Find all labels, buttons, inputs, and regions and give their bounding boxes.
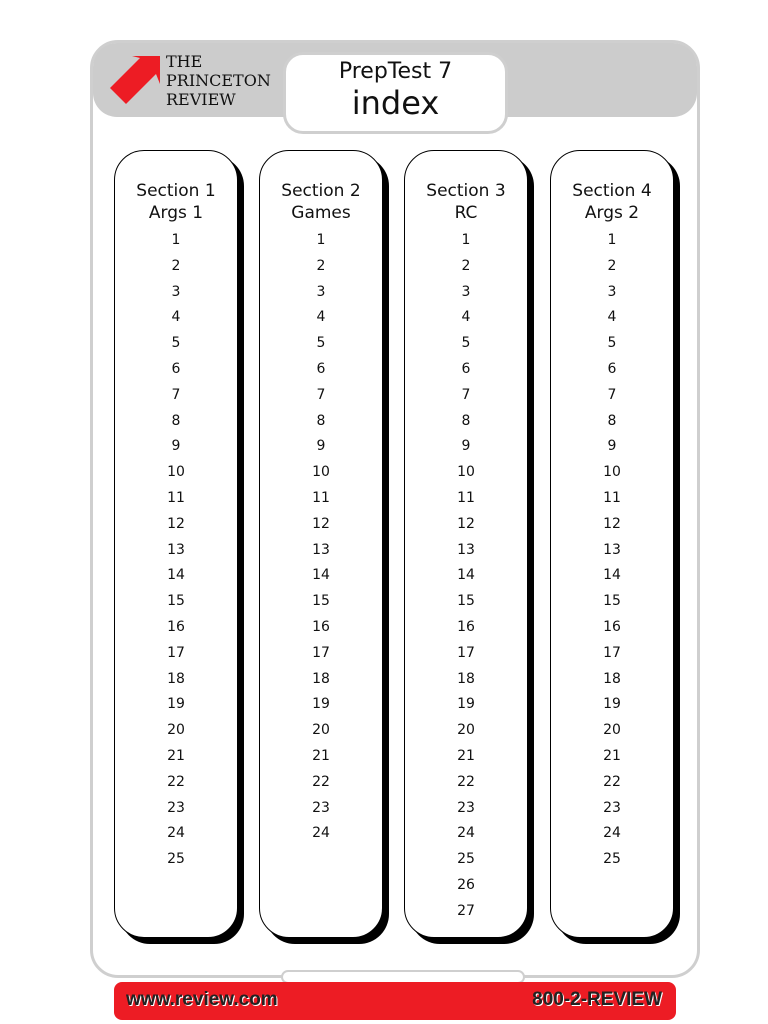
question-number[interactable]: 15 xyxy=(312,593,330,610)
section-card xyxy=(259,150,383,938)
question-number[interactable]: 16 xyxy=(167,618,185,635)
question-number[interactable]: 6 xyxy=(171,360,181,377)
question-number[interactable]: 16 xyxy=(312,618,330,635)
question-number[interactable]: 9 xyxy=(171,438,181,455)
question-number[interactable]: 9 xyxy=(316,438,326,455)
question-number[interactable]: 6 xyxy=(316,360,326,377)
question-number[interactable]: 3 xyxy=(316,283,326,300)
question-number[interactable]: 14 xyxy=(457,567,475,584)
section-column xyxy=(114,150,238,938)
question-number[interactable]: 1 xyxy=(316,232,326,248)
question-number[interactable]: 6 xyxy=(607,360,617,377)
question-number[interactable]: 19 xyxy=(457,696,475,713)
preptest-title: PrepTest 7 xyxy=(338,59,453,84)
question-number[interactable]: 17 xyxy=(312,644,330,661)
question-number[interactable]: 22 xyxy=(603,773,621,790)
question-number[interactable]: 8 xyxy=(461,412,471,429)
question-number[interactable]: 4 xyxy=(607,309,617,326)
question-number[interactable]: 4 xyxy=(171,309,181,326)
question-number[interactable]: 20 xyxy=(312,722,330,739)
footer-bar xyxy=(114,982,676,1020)
question-number[interactable]: 20 xyxy=(603,722,621,739)
question-number[interactable]: 23 xyxy=(167,799,185,816)
question-number[interactable]: 2 xyxy=(461,257,471,274)
phone-number: 800-2-REVIEW xyxy=(532,989,662,1010)
question-number[interactable]: 2 xyxy=(171,257,181,274)
question-number[interactable]: 4 xyxy=(316,309,326,326)
question-number[interactable]: 12 xyxy=(312,515,330,532)
question-number[interactable]: 24 xyxy=(457,825,475,842)
question-number[interactable]: 27 xyxy=(457,902,475,919)
question-number[interactable]: 17 xyxy=(167,644,185,661)
question-number[interactable]: 1 xyxy=(171,232,181,248)
question-number[interactable]: 3 xyxy=(607,283,617,300)
question-number[interactable]: 15 xyxy=(603,593,621,610)
section-heading: Section 1 Args 1 xyxy=(136,181,216,223)
question-number[interactable]: 22 xyxy=(457,773,475,790)
question-number[interactable]: 19 xyxy=(312,696,330,713)
question-number[interactable]: 12 xyxy=(167,515,185,532)
question-number[interactable]: 2 xyxy=(607,257,617,274)
index-title: index xyxy=(351,84,440,122)
question-number[interactable]: 11 xyxy=(603,489,621,506)
question-number[interactable]: 21 xyxy=(167,747,185,764)
question-number[interactable]: 26 xyxy=(457,876,475,893)
question-number[interactable]: 16 xyxy=(603,618,621,635)
section-column xyxy=(259,150,383,938)
question-number[interactable]: 5 xyxy=(316,335,326,352)
question-number[interactable]: 25 xyxy=(457,851,475,868)
question-number[interactable]: 9 xyxy=(461,438,471,455)
question-number[interactable]: 10 xyxy=(312,464,330,481)
question-number[interactable]: 8 xyxy=(607,412,617,429)
question-number[interactable]: 8 xyxy=(171,412,181,429)
question-number[interactable]: 9 xyxy=(607,438,617,455)
section-heading: Section 2 Games xyxy=(281,181,361,223)
question-number[interactable]: 8 xyxy=(316,412,326,429)
princeton-review-logo xyxy=(110,52,280,112)
question-number[interactable]: 17 xyxy=(603,644,621,661)
question-number[interactable]: 19 xyxy=(603,696,621,713)
question-number[interactable]: 22 xyxy=(312,773,330,790)
question-number[interactable]: 18 xyxy=(312,670,330,687)
question-number[interactable]: 23 xyxy=(457,799,475,816)
question-number[interactable]: 21 xyxy=(603,747,621,764)
question-number[interactable]: 7 xyxy=(607,386,617,403)
question-number[interactable]: 5 xyxy=(171,335,181,352)
question-number[interactable]: 10 xyxy=(167,464,185,481)
question-list xyxy=(551,228,673,873)
question-number[interactable]: 17 xyxy=(457,644,475,661)
section-card xyxy=(404,150,528,938)
question-list xyxy=(405,228,527,925)
question-number[interactable]: 22 xyxy=(167,773,185,790)
question-number[interactable]: 7 xyxy=(316,386,326,403)
question-number[interactable]: 24 xyxy=(312,825,330,842)
question-number[interactable]: 16 xyxy=(457,618,475,635)
question-number[interactable]: 12 xyxy=(457,515,475,532)
question-number[interactable]: 5 xyxy=(607,335,617,352)
question-number[interactable]: 15 xyxy=(457,593,475,610)
logo-text: THE PRINCETON REVIEW xyxy=(166,52,271,109)
title-box xyxy=(283,52,508,134)
section-heading: Section 3 RC xyxy=(426,181,506,223)
question-number[interactable]: 1 xyxy=(461,232,471,248)
question-number[interactable]: 13 xyxy=(312,541,330,558)
question-number[interactable]: 5 xyxy=(461,335,471,352)
website-link[interactable]: www.review.com xyxy=(126,989,278,1010)
question-number[interactable]: 21 xyxy=(312,747,330,764)
question-number[interactable]: 3 xyxy=(171,283,181,300)
question-number[interactable]: 18 xyxy=(167,670,185,687)
section-heading: Section 4 Args 2 xyxy=(572,181,652,223)
question-number[interactable]: 6 xyxy=(461,360,471,377)
question-number[interactable]: 23 xyxy=(603,799,621,816)
question-number[interactable]: 2 xyxy=(316,257,326,274)
question-number[interactable]: 12 xyxy=(603,515,621,532)
question-number[interactable]: 14 xyxy=(167,567,185,584)
question-number[interactable]: 15 xyxy=(167,593,185,610)
question-number[interactable]: 25 xyxy=(167,851,185,868)
question-number[interactable]: 13 xyxy=(457,541,475,558)
question-number[interactable]: 20 xyxy=(167,722,185,739)
question-number[interactable]: 18 xyxy=(457,670,475,687)
question-number[interactable]: 14 xyxy=(603,567,621,584)
section-card xyxy=(550,150,674,938)
question-number[interactable]: 14 xyxy=(312,567,330,584)
question-number[interactable]: 10 xyxy=(603,464,621,481)
question-number[interactable]: 7 xyxy=(461,386,471,403)
question-number[interactable]: 11 xyxy=(457,489,475,506)
section-column xyxy=(550,150,674,938)
question-number[interactable]: 24 xyxy=(603,825,621,842)
question-number[interactable]: 7 xyxy=(171,386,181,403)
question-list xyxy=(115,228,237,873)
question-number[interactable]: 20 xyxy=(457,722,475,739)
question-number[interactable]: 13 xyxy=(167,541,185,558)
question-number[interactable]: 3 xyxy=(461,283,471,300)
question-number[interactable]: 25 xyxy=(603,851,621,868)
question-number[interactable]: 1 xyxy=(607,232,617,248)
question-number[interactable]: 13 xyxy=(603,541,621,558)
question-number[interactable]: 23 xyxy=(312,799,330,816)
question-number[interactable]: 19 xyxy=(167,696,185,713)
question-number[interactable]: 21 xyxy=(457,747,475,764)
question-list xyxy=(260,228,382,847)
section-card xyxy=(114,150,238,938)
question-number[interactable]: 11 xyxy=(312,489,330,506)
question-number[interactable]: 10 xyxy=(457,464,475,481)
question-number[interactable]: 4 xyxy=(461,309,471,326)
question-number[interactable]: 24 xyxy=(167,825,185,842)
question-number[interactable]: 18 xyxy=(603,670,621,687)
question-number[interactable]: 11 xyxy=(167,489,185,506)
section-column xyxy=(404,150,528,938)
red-arrow-icon xyxy=(110,52,166,108)
